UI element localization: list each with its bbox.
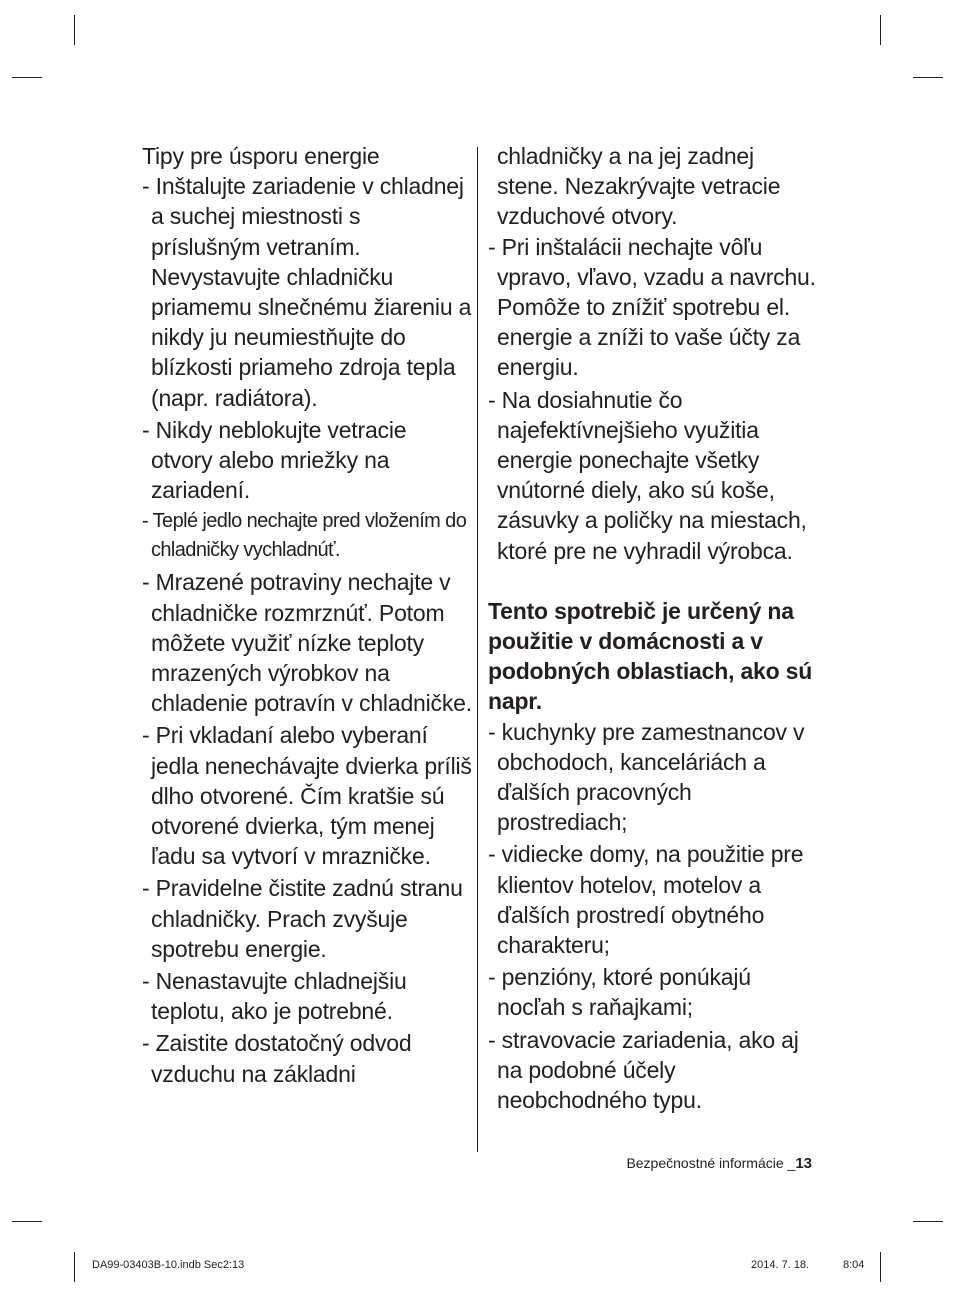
list-item: - Pravidelne čistite zadnú stranu chladničky. Prach zvyšuje spotrebu energie. [142, 875, 463, 962]
intended-use-heading: Tento spotrebič je určený na použitie v domácnosti a v podobných oblastiach, ako sú napr. [488, 597, 813, 715]
slug-time: 8:04 [843, 1259, 865, 1271]
section-name: Bezpečnostné informácie _ [626, 1155, 796, 1171]
energy-tips-list-continued [488, 232, 818, 566]
right-column [488, 141, 818, 1117]
list-item: - Nikdy neblokujte vetracie otvory alebo mriežky na zariadení. [142, 416, 407, 504]
page-footer [626, 1155, 812, 1172]
list-item: - Zaistite dostatočný odvod vzduchu na základni [142, 1030, 412, 1087]
slug-date: 2014. 7. 18. [751, 1259, 810, 1271]
page-number: 13 [795, 1155, 812, 1172]
list-item: - Teplé jedlo nechajte pred vložením do chladničky vychladnúť. [142, 510, 467, 562]
crop-mark [913, 1221, 943, 1222]
crop-mark [12, 77, 42, 78]
crop-mark [880, 15, 881, 45]
energy-tips-list [142, 171, 472, 1089]
list-item: - Pri inštalácii nechajte vôľu vpravo, vľavo, vzadu a navrchu. Pomôže to znížiť spotrebu el. energie a zníži to vaše účty za energiu. [488, 233, 816, 381]
crop-mark [74, 1252, 75, 1282]
list-item: - vidiecke domy, na použitie pre klientov hotelov, motelov a ďalších prostredí obytného charakteru; [488, 841, 804, 959]
list-item: - Nenastavujte chladnejšiu teplotu, ako je potrebné. [142, 968, 407, 1025]
energy-tips-heading: Tipy pre úsporu energie [142, 143, 380, 169]
list-item: - Pri vkladaní alebo vyberaní jedla nenechávajte dvierka príliš dlho otvorené. Čím kratšie sú otvorené dvierka, tým menej ľadu sa vytvorí v mrazničke. [142, 722, 472, 870]
column-divider [477, 147, 478, 1152]
crop-mark [74, 15, 75, 45]
list-item: - kuchynky pre zamestnancov v obchodoch, kanceláriách a ďalších pracovných prostrediach; [488, 718, 805, 836]
crop-mark [12, 1221, 42, 1222]
list-item: - Na dosiahnutie čo najefektívnejšieho využitia energie ponechajte všetky vnútorné diely, ako sú koše, zásuvky a poličky na miestach, ktoré pre ne vyhradil výrobca. [488, 386, 807, 564]
left-column [142, 141, 472, 1091]
list-item: - stravovacie zariadenia, ako aj na podobné účely neobchodného typu. [488, 1026, 799, 1114]
slug-file: DA99-03403B-10.indb Sec2:13 [92, 1259, 245, 1271]
list-item-continuation: chladničky a na jej zadnej stene. Nezakrývajte vetracie vzduchové otvory. [497, 143, 781, 230]
intended-use-list [488, 717, 818, 1116]
crop-mark [913, 77, 943, 78]
crop-mark [880, 1252, 881, 1282]
list-item: - Inštalujte zariadenie v chladnej a suchej miestnosti s príslušným vetraním. Nevystavujte chladničku priamemu slnečnému žiareniu a nikdy ju neumiestňujte do blízkosti priameho zdroja tepla (napr. radiátora). [142, 173, 472, 411]
list-item: - penzióny, ktoré ponúkajú nocľah s raňajkami; [488, 964, 751, 1021]
list-item: - Mrazené potraviny nechajte v chladničke rozmrznúť. Potom môžete využiť nízke teploty mrazených výrobkov na chladenie potravín v chladničke. [142, 569, 472, 717]
